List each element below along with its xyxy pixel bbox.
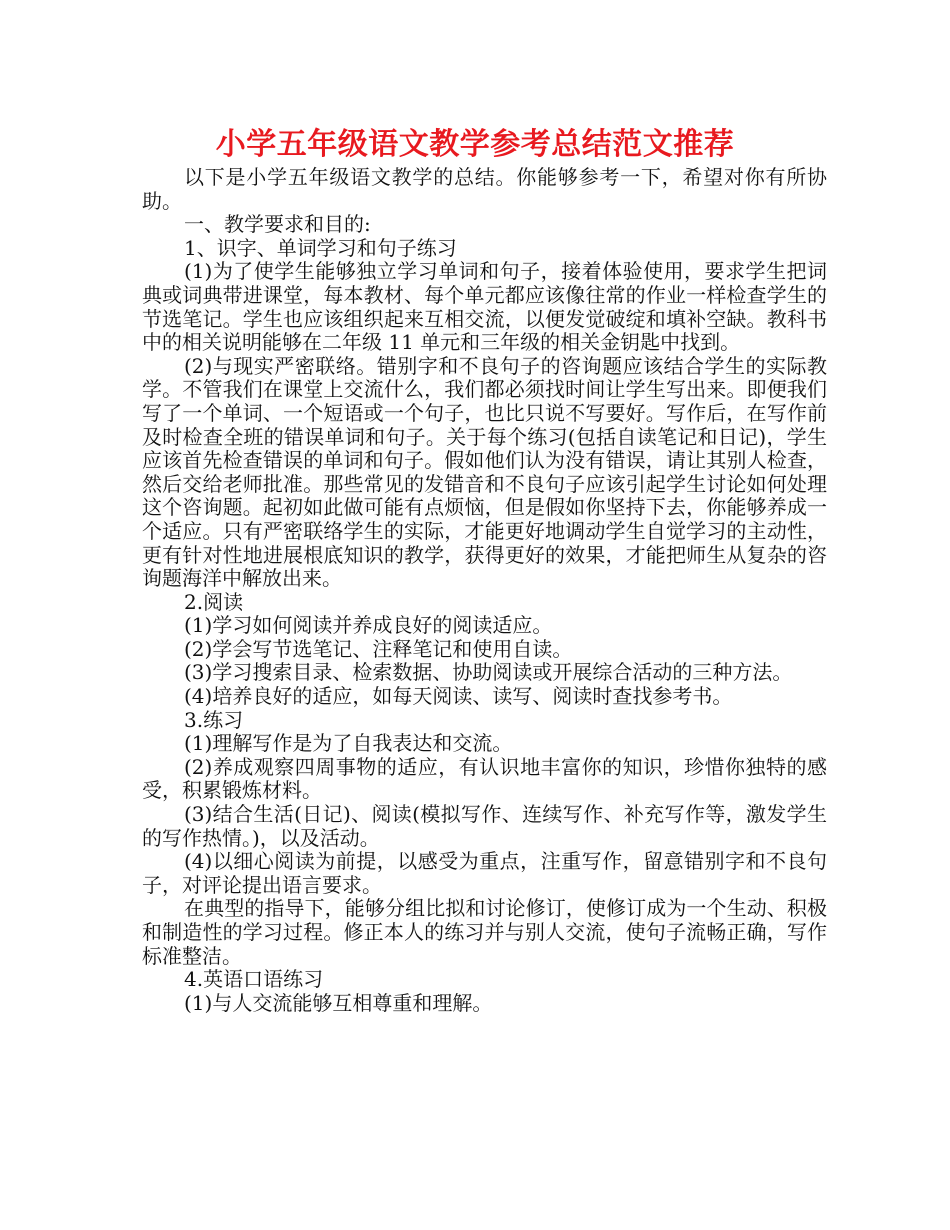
heading-reading: 2.阅读 [184, 589, 244, 614]
paragraph-literacy-1: (1)为了使学生能够独立学习单词和句子，接着体验使用，要求学生把词典或词典带进课堂，每本教材、每个单元都应该像往常的作业一样检查学生的节选笔记。学生也应该组织起来互相交流，以便发觉破绽和填补空缺。教科书中的相关说明能够在二年级 11 单元和三年级的相关金钥匙中找到。 [142, 259, 827, 355]
paragraph-practice-4: (4)以细心阅读为前提，以感受为重点，注重写作，留意错别字和不良句子，对评论提出语言要求。 [142, 849, 827, 897]
paragraph-intro: 以下是小学五年级语文教学的总结。你能够参考一下，希望对你有所协助。 [142, 165, 827, 213]
paragraph-practice-1: (1)理解写作是为了自我表达和交流。 [184, 731, 513, 756]
heading-teaching-goals: 一、教学要求和目的: [184, 212, 371, 237]
paragraph-reading-3: (3)学习搜索目录、检索数据、协助阅读或开展综合活动的三种方法。 [184, 660, 793, 685]
heading-practice: 3.练习 [184, 707, 244, 732]
paragraph-practice-3: (3)结合生活(日记)、阅读(模拟写作、连续写作、补充写作等，激发学生的写作热情。)，以及活动。 [142, 802, 827, 850]
paragraph-oral-1: (1)与人交流能够互相尊重和理解。 [184, 990, 493, 1015]
paragraph-guidance: 在典型的指导下，能够分组比拟和讨论修订，使修订成为一个生动、积极和制造性的学习过程。修正本人的练习并与别人交流，使句子流畅正确，写作标准整洁。 [142, 896, 827, 968]
document-title: 小学五年级语文教学参考总结范文推荐 [215, 127, 735, 162]
paragraph-reading-1: (1)学习如何阅读并养成良好的阅读适应。 [184, 613, 553, 638]
paragraph-practice-2: (2)养成观察四周事物的适应，有认识地丰富你的知识，珍惜你独特的感受，积累锻炼材料。 [142, 754, 827, 803]
paragraph-reading-4: (4)培养良好的适应，如每天阅读、读写、阅读时查找参考书。 [184, 684, 733, 709]
paragraph-literacy-2: (2)与现实严密联络。错别字和不良句子的咨询题应该结合学生的实际教学。不管我们在课堂上交流什么，我们都必须找时间让学生写出来。即便我们写了一个单词、一个短语或一个句子，也比只说不写要好。写作后，在写作前及时检查全班的错误单词和句子。关于每个练习(包括自读笔记和日记)，学生应该首先检查错误的单词和句子。假如他们认为没有错误，请让其别人检查，然后交给老师批准。那些常见的发错音和不良句子应该引起学生讨论如何处理这个咨询题。起初如此做可能有点烦恼，但是假如你坚持下去，你能够养成一个适应。只有严密联络学生的实际，才能更好地调动学生自觉学习的主动性，更有针对性地进展根底知识的教学，获得更好的效果，才能把师生从复杂的咨询题海洋中解放出来。 [142, 353, 827, 591]
document-body [142, 166, 827, 1015]
heading-literacy: 1、识字、单词学习和句子练习 [184, 235, 457, 260]
paragraph-reading-2: (2)学会写节选笔记、注释笔记和使用自读。 [184, 636, 573, 661]
heading-oral-practice: 4.英语口语练习 [184, 967, 324, 992]
